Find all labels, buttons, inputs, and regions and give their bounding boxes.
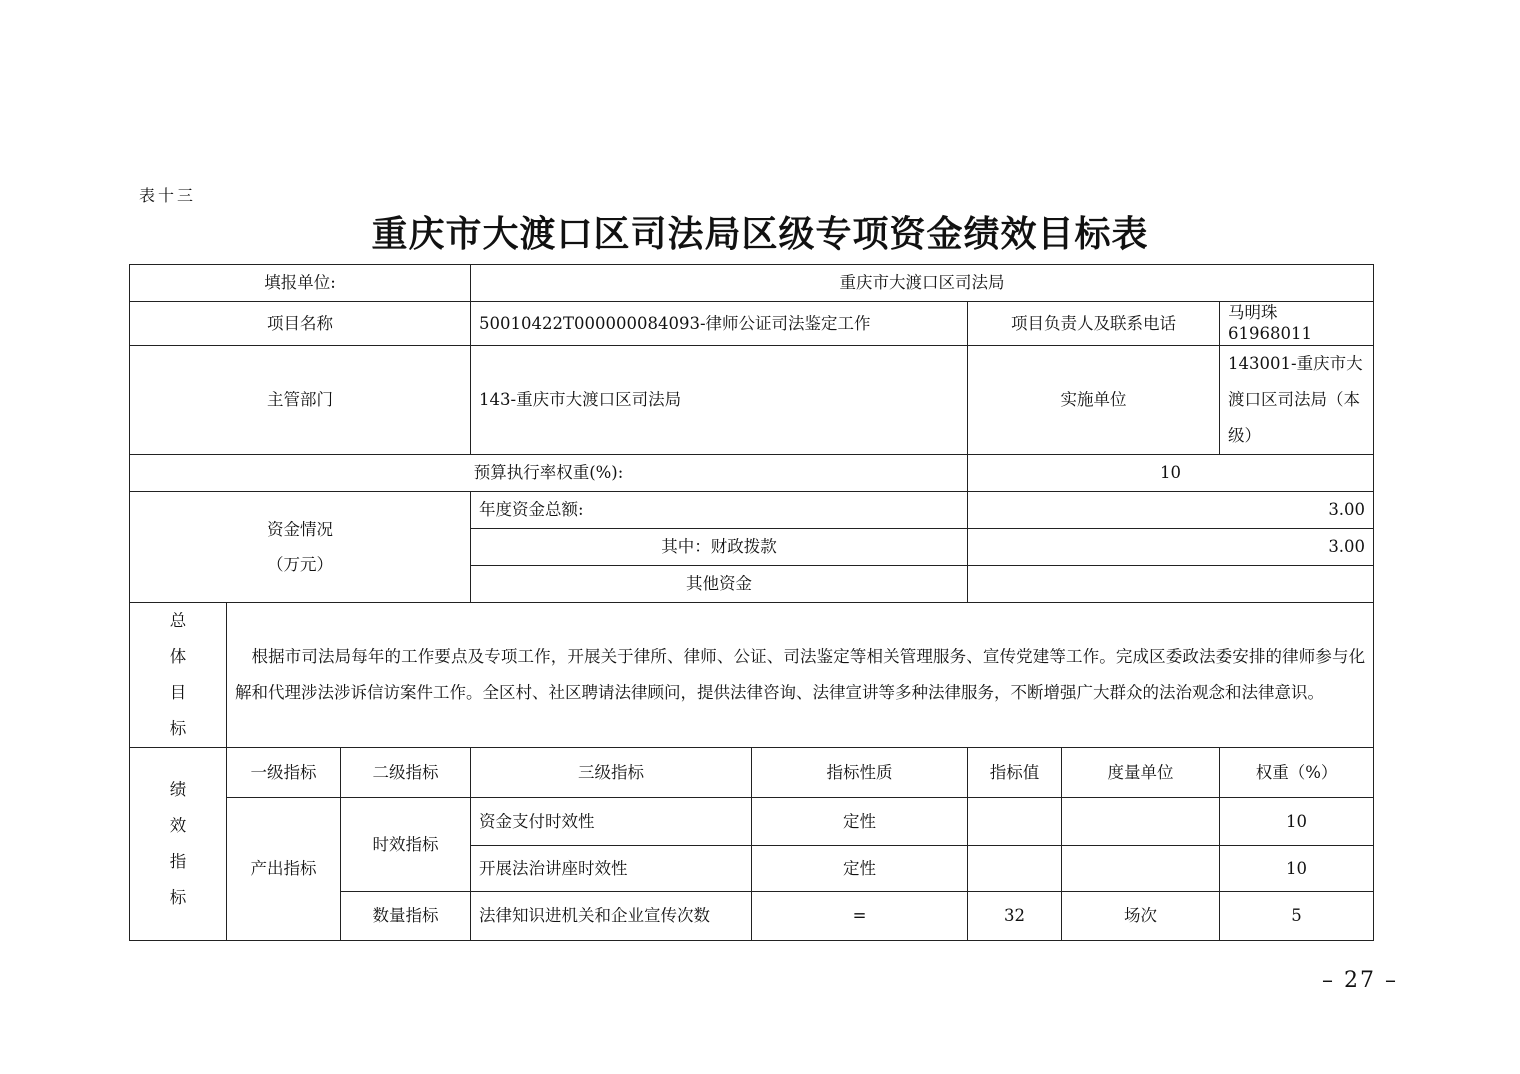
dept-label: 主管部门 [130, 345, 471, 454]
indicator-name: 开展法治讲座时效性 [471, 845, 752, 891]
project-name-label: 项目名称 [130, 302, 471, 346]
table-label: 表十三 [139, 186, 197, 205]
row-department [130, 345, 1374, 454]
impl-label: 实施单位 [968, 345, 1220, 454]
fiscal-funds-label: 其中：财政拨款 [471, 528, 968, 565]
indicator-nature: 定性 [752, 845, 968, 891]
row-annual-funds [130, 491, 1374, 528]
indicator-nature: 定性 [752, 797, 968, 845]
row-budget-weight [130, 454, 1374, 491]
indicator-weight: 5 [1220, 891, 1374, 940]
fill-unit-label: 填报单位: [130, 265, 471, 302]
header-unit: 度量单位 [1062, 747, 1220, 797]
performance-label: 绩 效 指 标 [130, 747, 227, 940]
timeliness-indicator-label: 时效指标 [341, 797, 471, 891]
fiscal-funds-value: 3.00 [968, 528, 1374, 565]
annual-funds-value: 3.00 [968, 491, 1374, 528]
indicator-nature: = [752, 891, 968, 940]
manager-label: 项目负责人及联系电话 [968, 302, 1220, 346]
project-name-value: 50010422T000000084093-律师公证司法鉴定工作 [471, 302, 968, 346]
other-funds-label: 其他资金 [471, 565, 968, 602]
performance-target-table [129, 264, 1374, 941]
budget-weight-value: 10 [968, 454, 1374, 491]
funds-label-line1: 资金情况 [267, 519, 333, 539]
other-funds-value [968, 565, 1374, 602]
indicator-value [968, 797, 1062, 845]
indicator-name: 资金支付时效性 [471, 797, 752, 845]
indicator-name: 法律知识进机关和企业宣传次数 [471, 891, 752, 940]
quantity-indicator-label: 数量指标 [341, 891, 471, 940]
row-fill-unit [130, 265, 1374, 302]
indicator-unit [1062, 797, 1220, 845]
indicator-value [968, 845, 1062, 891]
header-level1: 一级指标 [227, 747, 341, 797]
indicator-unit: 场次 [1062, 891, 1220, 940]
header-level2: 二级指标 [341, 747, 471, 797]
header-nature: 指标性质 [752, 747, 968, 797]
funds-label-line2: （万元） [267, 554, 333, 574]
indicator-weight: 10 [1220, 845, 1374, 891]
header-value: 指标值 [968, 747, 1062, 797]
row-project-name [130, 302, 1374, 346]
row-overall-goal [130, 602, 1374, 747]
dept-value: 143-重庆市大渡口区司法局 [471, 345, 968, 454]
header-level3: 三级指标 [471, 747, 752, 797]
page-number: – 27 – [1322, 968, 1398, 993]
page-title: 重庆市大渡口区司法局区级专项资金绩效目标表 [371, 214, 1149, 255]
output-indicator-label: 产出指标 [227, 797, 341, 940]
indicator-unit [1062, 845, 1220, 891]
impl-value: 143001-重庆市大渡口区司法局（本级） [1220, 345, 1374, 454]
goal-text: 根据市司法局每年的工作要点及专项工作，开展关于律所、律师、公证、司法鉴定等相关管理服务、宣传党建等工作。完成区委政法委安排的律师参与化解和代理涉法涉诉信访案件工作。全区村、社区聘请法律顾问，提供法律咨询、法律宣讲等多种法律服务，不断增强广大群众的法治观念和法律意识。 [227, 602, 1374, 747]
budget-weight-label: 预算执行率权重(%): [130, 454, 968, 491]
table-row [130, 797, 1374, 845]
goal-label: 总 体 目 标 [130, 602, 227, 747]
indicator-weight: 10 [1220, 797, 1374, 845]
annual-funds-label: 年度资金总额: [471, 491, 968, 528]
row-indicator-headers [130, 747, 1374, 797]
fill-unit-value: 重庆市大渡口区司法局 [471, 265, 1374, 302]
manager-value: 马明珠 61968011 [1220, 302, 1374, 346]
header-weight: 权重（%） [1220, 747, 1374, 797]
funds-label [130, 491, 471, 602]
indicator-value: 32 [968, 891, 1062, 940]
